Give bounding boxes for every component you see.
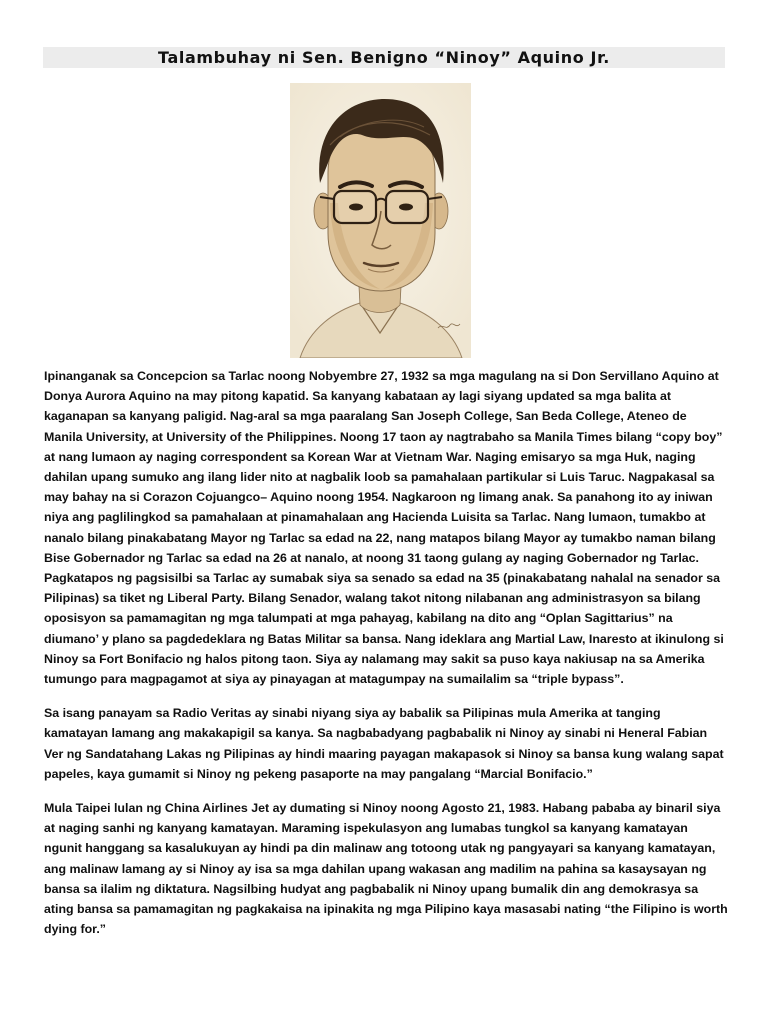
biography-text	[44, 366, 728, 953]
portrait-image	[290, 83, 471, 358]
paragraph-death-legacy: Mula Taipei lulan ng China Airlines Jet ay dumating si Ninoy noong Agosto 21, 1983. Habang pababa ay binaril siya at naging sanhi ng kanyang kamatayan. Maraming ispekulasyon ang lumabas tungkol sa kanyang kamatayan ngunit hanggang sa kasalukuyan ay hindi pa din malinaw ang totoong utak ng pangyayari sa kanyang kamatayan, ang malinaw lamang ay si Ninoy ay isa sa mga dahilan upang wakasan ang madilim na pahina sa kasaysayan ng bansa sa ilalim ng diktatura. Nagsilbing hudyat ang pagbabalik ni Ninoy upang bumalik din ang demokrasya sa ating bansa sa pamamagitan ng pagkakaisa na ipinakita ng mga Pilipino kaya masasabi nating “the Filipino is worth dying for.”	[44, 801, 728, 937]
portrait-sketch-icon	[290, 83, 471, 358]
page-title: Talambuhay ni Sen. Benigno “Ninoy” Aquino Jr.	[158, 48, 610, 67]
title-bar	[43, 47, 725, 68]
paragraph-early-life: Ipinanganak sa Concepcion sa Tarlac noong Nobyembre 27, 1932 sa mga magulang na si Don Servillano Aquino at Donya Aurora Aquino na may pitong kapatid. Sa kanyang kabataan ay lagi siyang updated sa mga balita at kaganapan sa kanyang paligid. Nag-aral sa mga paaralang San Joseph College, San Beda College, Ateneo de Manila University, at University of the Philippines. Noong 17 taon ay nagtrabaho sa Manila Times bilang “copy boy” at nang lumaon ay naging correspondent sa Korean War at Vietnam War. Naging emisaryo sa mga Huk, naging dahilan upang sumuko ang ilang lider nito at nagbalik loob sa pamahalaan partikular si Luis Taruc. Nagpakasal sa may bahay na si Corazon Cojuangco– Aquino noong 1954. Nagkaroon ng limang anak. Sa panahong ito ay iniwan niya ang paglilingkod sa pamahalaan at pinamahalaan ang Hacienda Luisita sa Tarlac. Nang lumaon, tumakbo at nanalo bilang pinakabatang Mayor ng Tarlac sa edad na 22, nang matapos bilang Mayor ay tumakbo naman bilang Bise Gobernador ng Tarlac sa edad na 26 at nanalo, at noong 31 taong gulang ay naging Gobernador ng Tarlac. Pagkatapos ng pagsisilbi sa Tarlac ay sumabak siya sa senado sa edad na 35 (pinakabatang nahalal na senador sa Pilipinas) sa tiket ng Liberal Party. Bilang Senador, walang takot nitong nilabanan ang administrasyon sa bilang oposisyon sa pamamagitan ng mga talumpati at mga pahayag, kabilang na dito ang “Oplan Sagittarius” na diumano’ y plano sa pagdedeklara ng Batas Militar sa bansa. Nang ideklara ang Martial Law, Inaresto at ikinulong si Ninoy sa Fort Bonifacio ng halos pitong taon. Siya ay nalamang may sakit sa puso kaya nakiusap na sa Amerika tumungo para magpagamot at siya ay pinayagan at matagumpay na sumailalim sa “triple bypass”.	[44, 369, 724, 687]
paragraph-return-plan: Sa isang panayam sa Radio Veritas ay sinabi niyang siya ay babalik sa Pilipinas mula Amerika at tanging kamatayan lamang ang makakapigil sa kanya. Sa nagbabadyang pagbabalik ni Ninoy ay sinabi ni Heneral Fabian Ver ng Sandatahang Lakas ng Pilipinas ay hindi maaring payagan makapasok si Ninoy sa bansa kung walang sapat papeles, kaya gumamit si Ninoy ng pekeng pasaporte na may pangalang “Marcial Bonifacio.”	[44, 706, 724, 781]
